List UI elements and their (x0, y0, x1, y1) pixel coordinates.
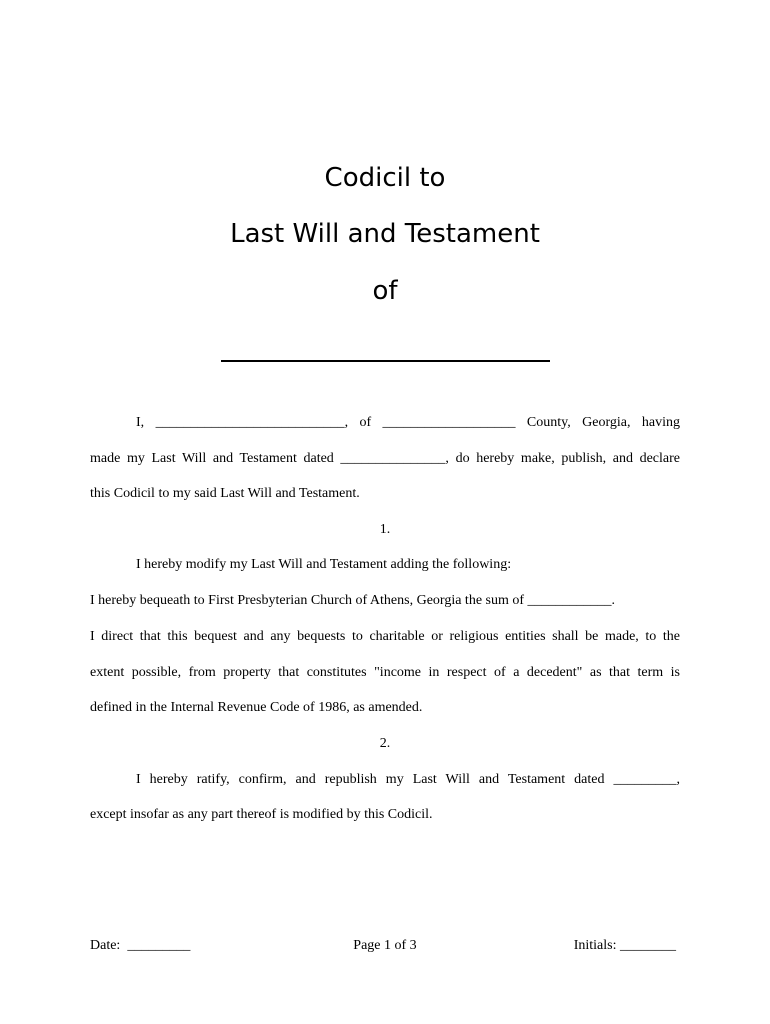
testator-name-blank (221, 360, 550, 362)
direct-line-3: defined in the Internal Revenue Code of 1986, as amended. (90, 700, 423, 715)
section-number-1: 1. (379, 522, 391, 537)
title-line-2: Last Will and Testament (230, 219, 540, 249)
ratify-line-2: except insofar as any part thereof is modified by this Codicil. (90, 807, 433, 822)
section-number-2: 2. (379, 736, 391, 751)
intro-line-2: made my Last Will and Testament dated _______________, do hereby make, publish, and declare (90, 451, 680, 466)
intro-line-1: I, ___________________________, of ___________________ County, Georgia, having (136, 415, 680, 430)
footer-date: Date: _________ (90, 938, 191, 953)
footer-page-number: Page 1 of 3 (353, 938, 417, 953)
title-line-1: Codicil to (324, 163, 446, 193)
title-line-3: of (372, 276, 398, 306)
ratify-line-1: I hereby ratify, confirm, and republish my Last Will and Testament dated _________, (136, 772, 680, 787)
bequest-line: I hereby bequeath to First Presbyterian Church of Athens, Georgia the sum of ____________. (90, 593, 616, 608)
intro-line-3: this Codicil to my said Last Will and Testament. (90, 486, 360, 501)
footer-initials: Initials: ________ (573, 938, 676, 953)
direct-line-2: extent possible, from property that constitutes "income in respect of a decedent" as that term is (90, 665, 680, 680)
section-1-intro: I hereby modify my Last Will and Testament adding the following: (136, 557, 512, 572)
direct-line-1: I direct that this bequest and any bequests to charitable or religious entities shall be made, to the (90, 629, 680, 644)
